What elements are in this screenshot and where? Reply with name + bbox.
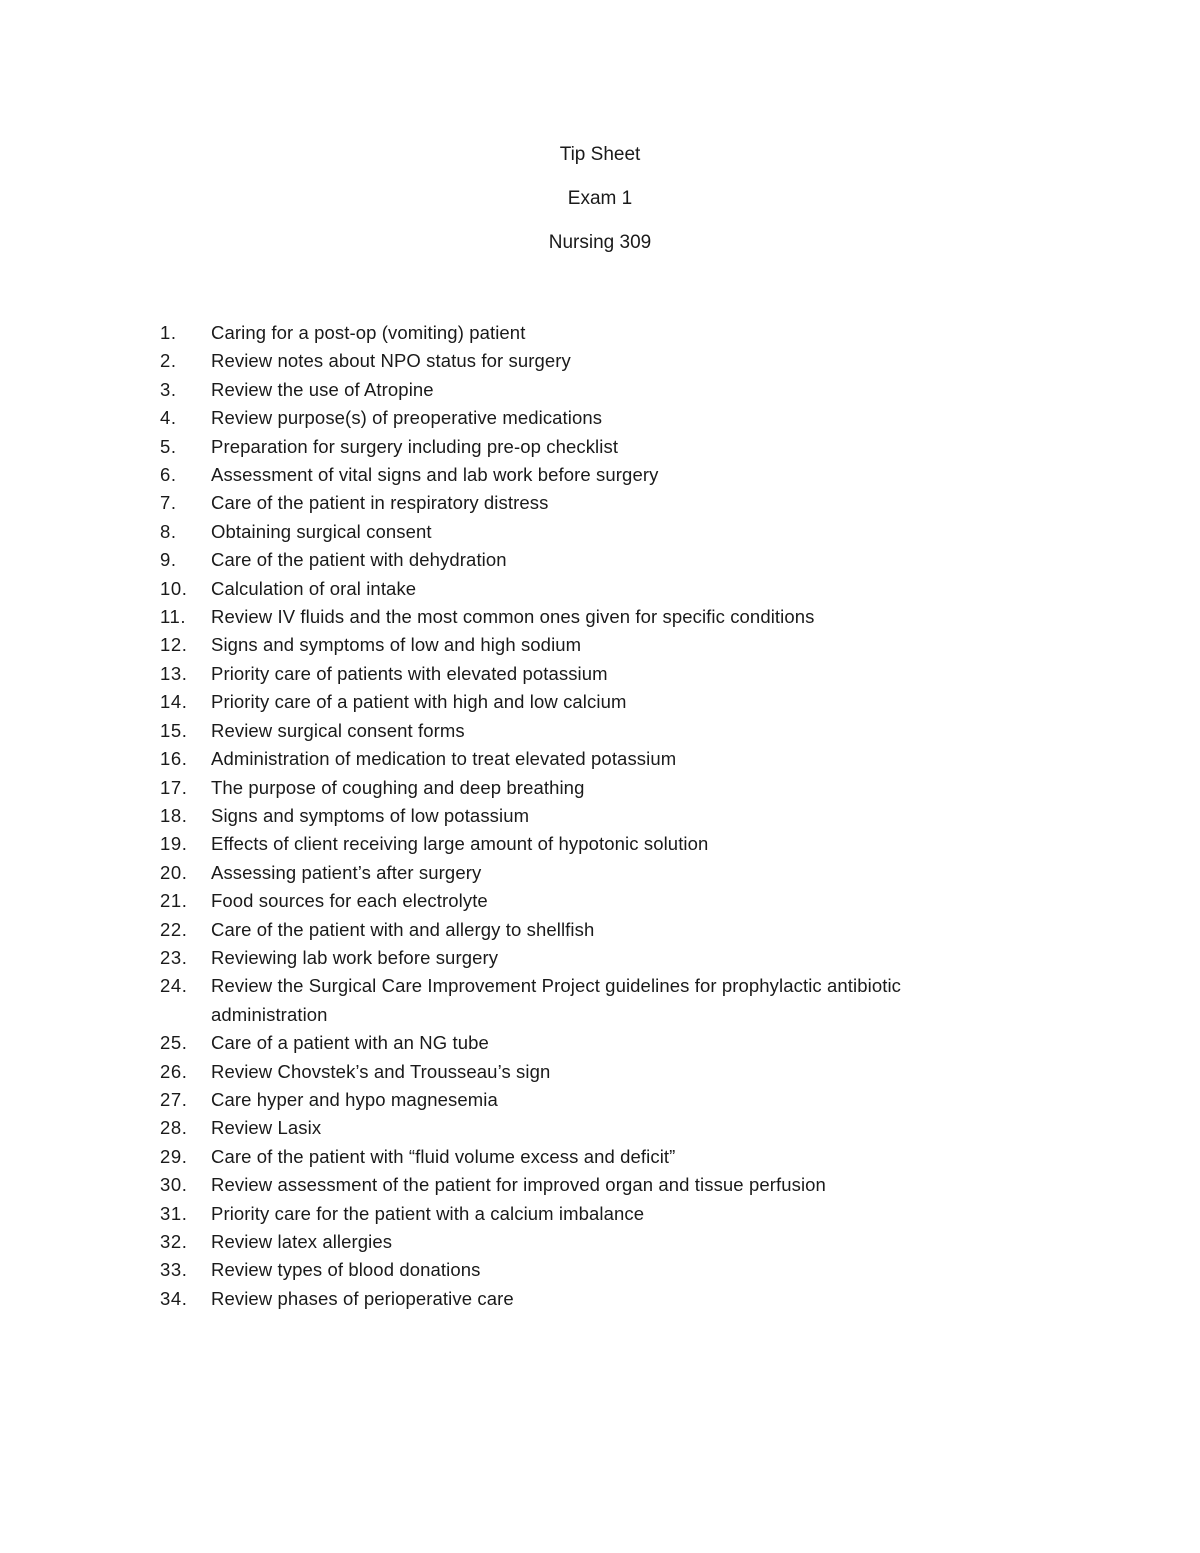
list-item [160,1143,980,1171]
item-text: Review types of blood donations [211,1259,481,1281]
list-item [160,489,980,517]
item-number: 7. [160,492,177,514]
item-number: 30. [160,1174,188,1196]
list-item [160,1200,980,1228]
item-text: Care of the patient with and allergy to shellfish [211,918,595,940]
list-item [160,1029,980,1057]
item-number: 28. [160,1117,188,1139]
list-item [160,1086,980,1114]
list-item [160,944,980,972]
item-number: 25. [160,1032,188,1054]
item-number: 26. [160,1060,188,1082]
item-text: Care hyper and hypo magnesemia [211,1088,498,1110]
item-number: 11. [160,606,187,628]
list-item [160,660,980,688]
item-text: Review latex allergies [211,1231,393,1252]
item-text: Review phases of perioperative care [211,1287,514,1309]
item-number: 15. [160,719,188,741]
item-number: 29. [160,1145,188,1167]
item-text: The purpose of coughing and deep breathing [211,776,585,798]
item-number: 33. [160,1259,188,1281]
item-text: Review the Surgical Care Improvement Project guidelines for prophylactic antibiotic administration [211,975,902,1025]
list-item [160,1285,980,1313]
item-text: Priority care of a patient with high and low calcium [211,691,627,713]
item-text: Care of the patient in respiratory distress [211,492,549,514]
document-title: Tip Sheet [559,144,641,165]
item-number: 9. [160,549,177,571]
item-text: Review Chovstek’s and Trousseau’s sign [211,1060,551,1082]
item-text: Care of a patient with an NG tube [211,1032,489,1054]
list-item [160,461,980,489]
item-text: Assessment of vital signs and lab work before surgery [211,464,659,486]
item-number: 18. [160,804,188,826]
item-text: Review the use of Atropine [211,378,434,400]
item-number: 20. [160,861,188,883]
list-item [160,774,980,802]
item-number: 19. [160,833,188,855]
item-text: Reviewing lab work before surgery [211,946,499,968]
list-item [160,1058,980,1086]
list-item [160,433,980,461]
list-item [160,603,980,631]
item-text: Signs and symptoms of low potassium [211,804,530,826]
list-item [160,518,980,546]
item-number: 34. [160,1287,188,1309]
list-item [160,1114,980,1142]
item-number: 2. [160,350,177,372]
list-item [160,688,980,716]
item-number: 27. [160,1088,188,1110]
course-label: Nursing 309 [548,232,652,253]
item-text: Effects of client receiving large amount of hypotonic solution [211,833,709,855]
list-item [160,376,980,404]
item-number: 5. [160,435,177,457]
list-item [160,859,980,887]
item-text: Review surgical consent forms [211,719,465,741]
item-text: Food sources for each electrolyte [211,890,488,912]
list-item [160,745,980,773]
item-number: 32. [160,1231,188,1252]
item-number: 3. [160,378,177,400]
tip-list [160,319,980,1313]
list-item [160,546,980,574]
list-item [160,319,980,347]
item-text: Calculation of oral intake [211,577,417,599]
list-item [160,972,980,1029]
item-number: 6. [160,464,177,486]
list-item [160,830,980,858]
item-text: Review purpose(s) of preoperative medications [211,407,603,429]
item-text: Review notes about NPO status for surgery [211,350,571,372]
list-item [160,1171,980,1199]
list-item [160,1256,980,1284]
item-text: Assessing patient’s after surgery [211,861,482,883]
item-number: 16. [160,748,188,770]
item-number: 13. [160,662,188,684]
list-item [160,717,980,745]
item-number: 24. [160,975,188,997]
item-number: 23. [160,946,188,968]
item-text: Review Lasix [211,1117,322,1139]
item-text: Care of the patient with dehydration [211,549,507,571]
list-item [160,802,980,830]
list-item [160,631,980,659]
item-number: 8. [160,520,177,542]
list-item [160,887,980,915]
list-item [160,575,980,603]
item-number: 17. [160,776,188,798]
item-text: Administration of medication to treat elevated potassium [211,748,677,770]
item-text: Signs and symptoms of low and high sodium [211,634,582,656]
item-text: Preparation for surgery including pre-op checklist [211,435,619,457]
list-item [160,404,980,432]
item-text: Review IV fluids and the most common ones given for specific conditions [211,606,815,628]
item-text: Obtaining surgical consent [211,520,432,542]
item-number: 4. [160,407,177,429]
item-number: 1. [160,322,177,343]
item-text: Care of the patient with “fluid volume excess and deficit” [211,1145,676,1167]
item-text: Priority care of patients with elevated potassium [211,662,608,684]
list-item [160,1228,980,1256]
item-number: 21. [160,890,188,912]
item-text: Caring for a post-op (vomiting) patient [211,322,526,343]
item-number: 12. [160,634,188,656]
item-text: Priority care for the patient with a calcium imbalance [211,1202,645,1224]
item-number: 31. [160,1202,188,1224]
item-text: Review assessment of the patient for improved organ and tissue perfusion [211,1174,826,1196]
exam-label: Exam 1 [567,188,633,209]
list-item [160,916,980,944]
list-item [160,347,980,375]
item-number: 22. [160,918,188,940]
item-number: 14. [160,691,188,713]
item-number: 10. [160,577,188,599]
